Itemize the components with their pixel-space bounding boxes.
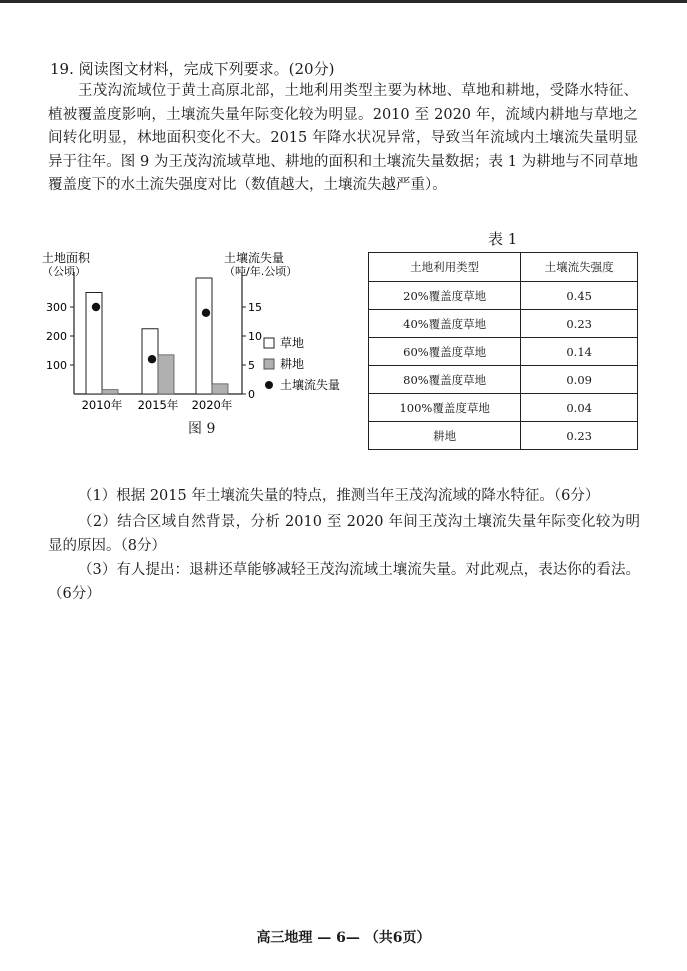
table-cell-type: 40%覆盖度草地 xyxy=(369,310,521,338)
table-row xyxy=(369,366,638,394)
soil-loss-dot xyxy=(202,309,210,317)
page-footer: 高三地理 — 6— （共6页） xyxy=(256,930,431,946)
legend-soil-loss-label: 土壤流失量 xyxy=(280,378,341,392)
bar-grass xyxy=(196,278,212,394)
right-tick-label: 10 xyxy=(248,330,262,343)
x-tick-label: 2020年 xyxy=(191,398,233,412)
table-cell-value: 0.09 xyxy=(521,366,638,394)
soil-loss-dot xyxy=(92,303,100,311)
right-tick-label: 0 xyxy=(248,388,255,401)
left-axis-label: 土地面积 xyxy=(42,251,91,265)
x-tick-label: 2015年 xyxy=(137,398,179,412)
table-row xyxy=(369,310,638,338)
table-row xyxy=(369,394,638,422)
subquestion-1: （1）根据 2015 年土壤流失量的特点，推测当年王茂沟流域的降水特征。（6分） xyxy=(78,488,600,504)
bar-farmland xyxy=(102,390,118,394)
legend-soil-loss-dot xyxy=(265,381,273,389)
left-tick-label: 200 xyxy=(46,330,67,343)
table-cell-value: 0.23 xyxy=(521,310,638,338)
legend-farmland-swatch xyxy=(264,359,274,369)
left-tick-label: 300 xyxy=(46,301,67,314)
subquestion-2: （2）结合区域自然背景，分析 2010 至 2020 年间王茂沟土壤流失量年际变化较为明显的原因。（8分） xyxy=(48,514,640,554)
bar-farmland xyxy=(158,355,174,394)
x-tick-label: 2010年 xyxy=(81,398,123,412)
soil-loss-dot xyxy=(148,355,156,363)
table-cell-type: 耕地 xyxy=(369,422,521,450)
question-title: 19. 阅读图文材料，完成下列要求。(20分) xyxy=(50,60,335,78)
table-cell-type: 20%覆盖度草地 xyxy=(369,282,521,310)
legend-grass-label: 草地 xyxy=(280,336,305,350)
right-tick-label: 5 xyxy=(248,359,255,372)
chart-svg xyxy=(40,248,370,418)
table-header-row xyxy=(369,253,638,282)
table-cell-type: 80%覆盖度草地 xyxy=(369,366,521,394)
table-title: 表 1 xyxy=(488,230,518,248)
table-cell-value: 0.14 xyxy=(521,338,638,366)
subquestion-3: （3）有人提出：退耕还草能够减轻王茂沟流域土壤流失量。对此观点，表达你的看法。（6分） xyxy=(48,562,640,602)
table-1 xyxy=(368,252,638,450)
table-header-cell: 土地利用类型 xyxy=(369,253,521,282)
table-cell-value: 0.04 xyxy=(521,394,638,422)
legend-farmland-label: 耕地 xyxy=(280,357,305,371)
table-cell-value: 0.23 xyxy=(521,422,638,450)
table-cell-type: 100%覆盖度草地 xyxy=(369,394,521,422)
figure-caption: 图 9 xyxy=(188,421,216,437)
right-axis-label: 土壤流失量 xyxy=(224,251,285,265)
table-cell-type: 60%覆盖度草地 xyxy=(369,338,521,366)
page-top-border xyxy=(0,0,687,3)
question-material: 王茂沟流域位于黄土高原北部，土地利用类型主要为林地、草地和耕地，受降水特征、植被覆盖度影响，土壤流失量年际变化较为明显。2010 至 2020 年，流域内耕地与草地之间转化明显，林地面积变化不大。2015 年降水状况异常，导致当年流域内土壤流失量明显异于往年。图 9 为王茂沟流域草地、耕地的面积和土壤流失量数据；表 1 为耕地与不同草地覆盖度下的水土流失强度对比（数值越大，土壤流失越严重）。 xyxy=(48,83,638,193)
table-row xyxy=(369,422,638,450)
left-axis-unit: （公顷） xyxy=(42,265,86,278)
figure-9-chart xyxy=(40,248,370,438)
legend-grass-swatch xyxy=(264,338,274,348)
right-tick-label: 15 xyxy=(248,301,262,314)
table-cell-value: 0.45 xyxy=(521,282,638,310)
left-tick-label: 100 xyxy=(46,359,67,372)
table-row xyxy=(369,282,638,310)
table-row xyxy=(369,338,638,366)
table-header-cell: 土壤流失强度 xyxy=(521,253,638,282)
bar-farmland xyxy=(212,384,228,394)
right-axis-unit: （吨/年.公顷） xyxy=(224,265,298,278)
